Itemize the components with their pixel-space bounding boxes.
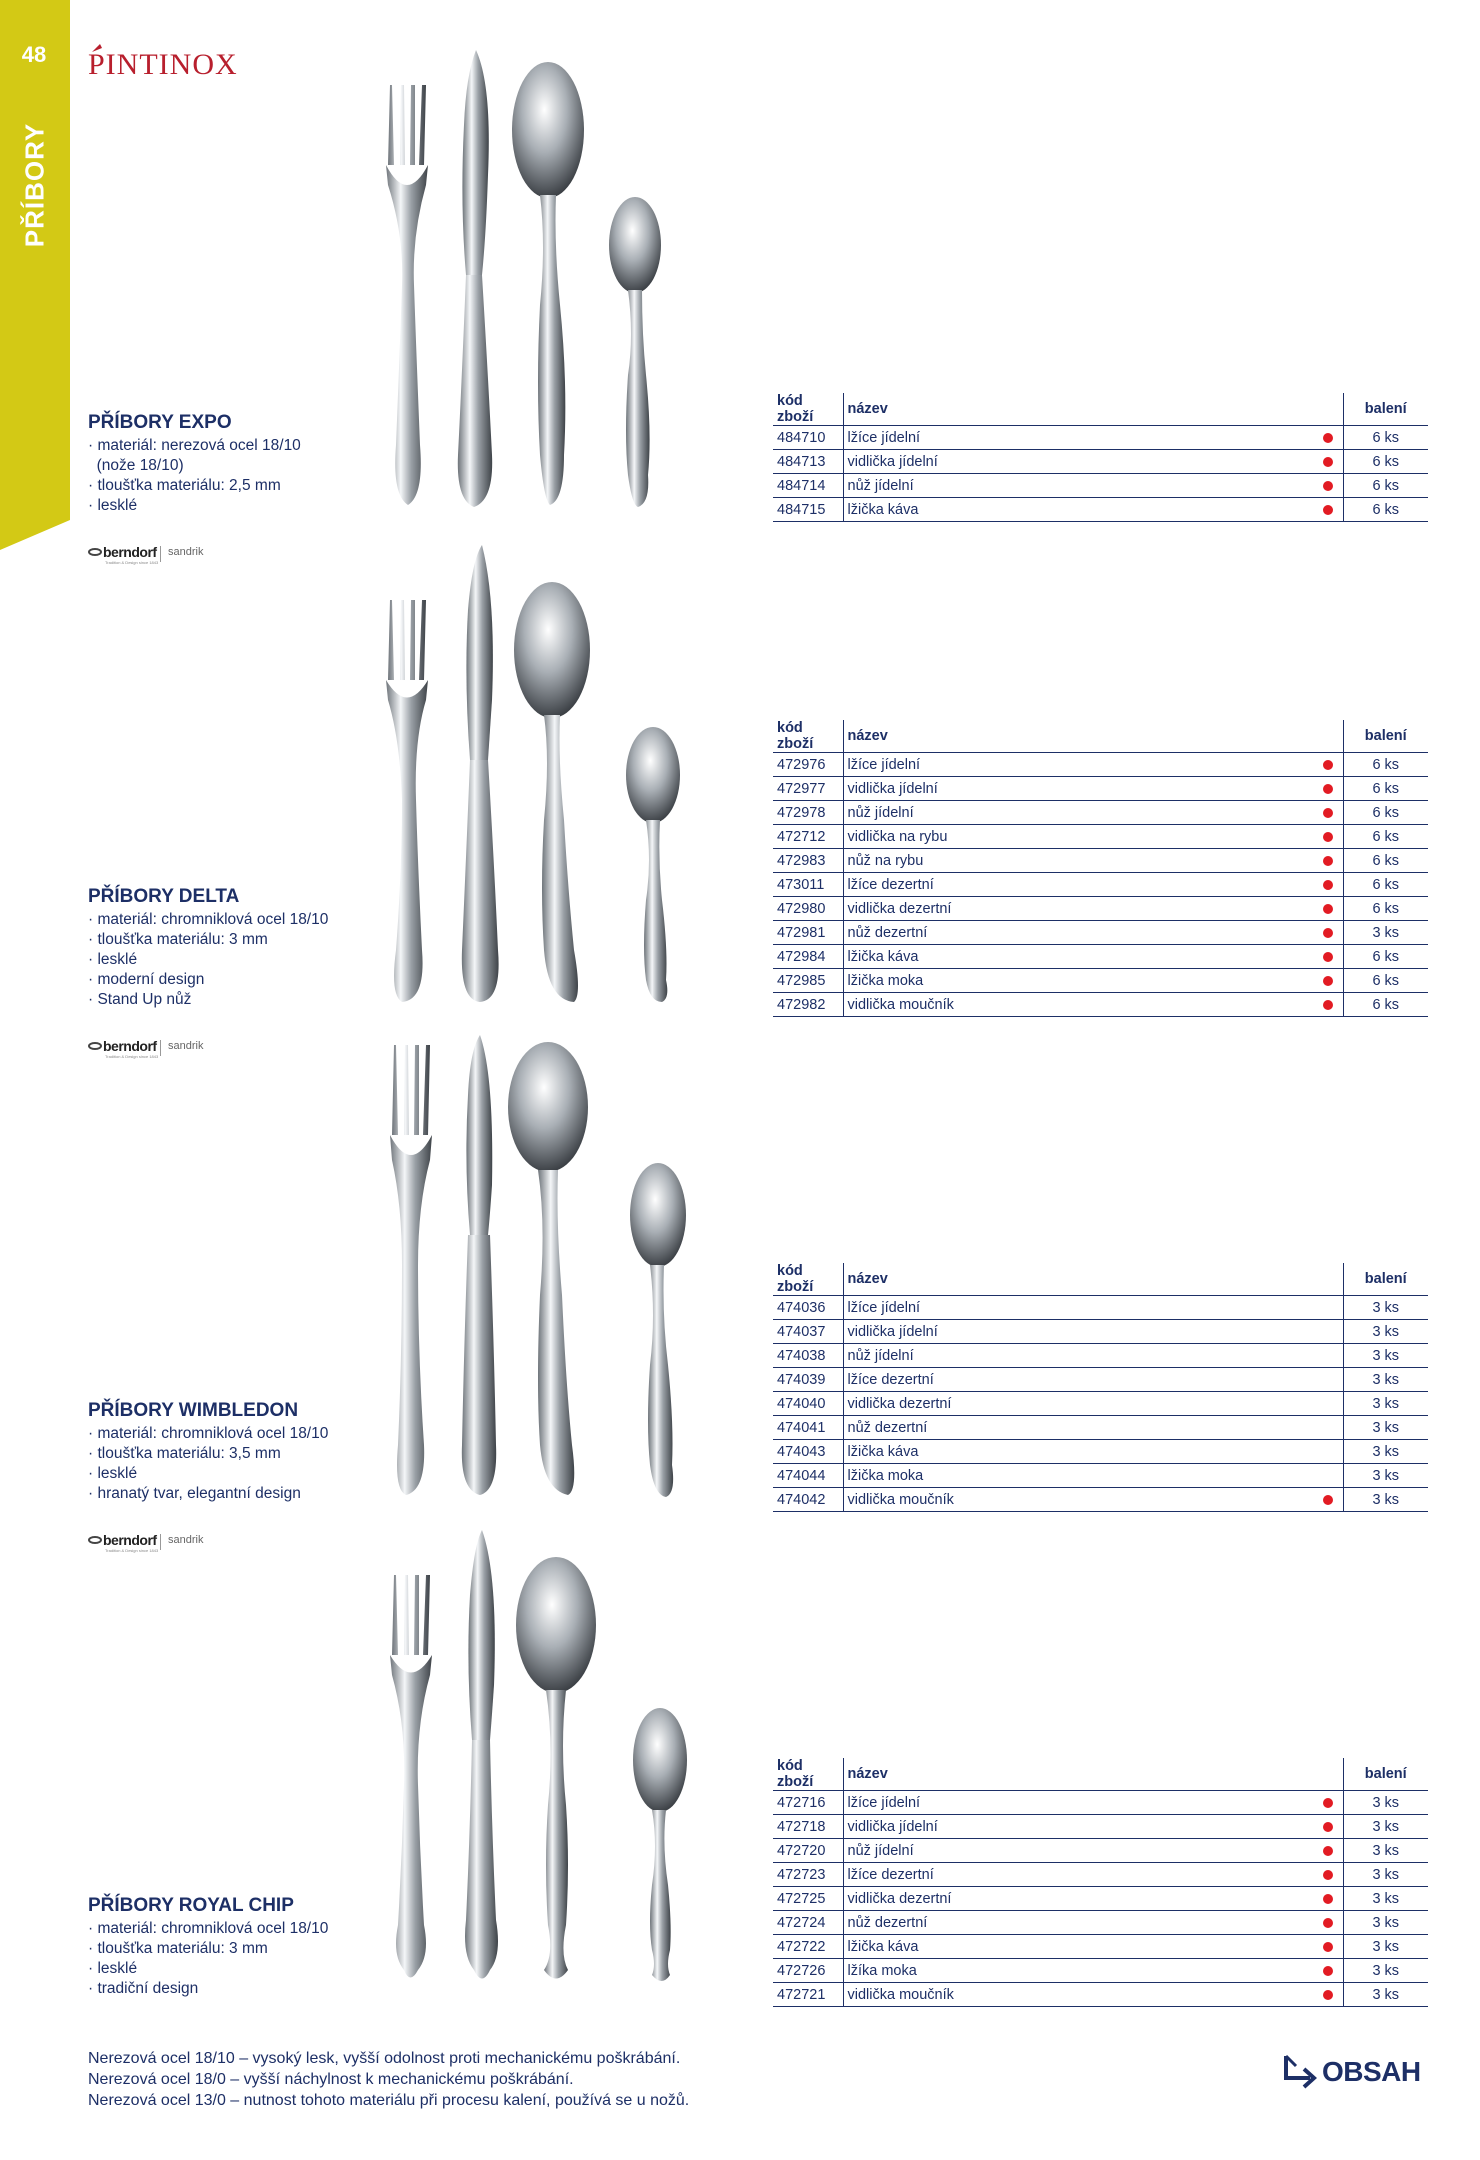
product-code: 472724 <box>773 1911 843 1935</box>
pack-size: 6 ks <box>1343 897 1428 921</box>
feature: · lesklé <box>88 497 138 514</box>
product-name: nůž dezertní <box>843 1911 1313 1935</box>
table-row <box>773 1296 1428 1320</box>
column-header: název <box>843 393 1313 426</box>
berndorf-sandrik-logo: berndorf sandrik Tradition & Design since 1843 <box>88 1532 218 1554</box>
product-table <box>773 720 1428 1017</box>
product-name: lžíce jídelní <box>843 1296 1313 1320</box>
table-row <box>773 450 1428 474</box>
product-name: lžíce jídelní <box>843 1791 1313 1815</box>
table-row <box>773 1791 1428 1815</box>
product-name: lžička moka <box>843 969 1313 993</box>
pack-size: 3 ks <box>1343 1935 1428 1959</box>
availability-cell <box>1313 1392 1343 1416</box>
availability-cell <box>1313 1887 1343 1911</box>
feature: · lesklé <box>88 1960 138 1977</box>
availability-cell <box>1313 1911 1343 1935</box>
pack-size: 6 ks <box>1343 969 1428 993</box>
pack-size: 6 ks <box>1343 825 1428 849</box>
red-dot-icon <box>1323 1990 1333 2000</box>
table-row <box>773 1959 1428 1983</box>
pack-size: 3 ks <box>1343 1863 1428 1887</box>
pack-size: 3 ks <box>1343 1392 1428 1416</box>
pack-size: 6 ks <box>1343 993 1428 1017</box>
availability-cell <box>1313 1320 1343 1344</box>
berndorf-sandrik-logo: berndorf sandrik Tradition & Design since 1843 <box>88 1038 218 1060</box>
section-title: PŘÍBORY <box>19 122 50 248</box>
product-name: nůž jídelní <box>843 474 1313 498</box>
red-dot-icon <box>1323 457 1333 467</box>
table-row <box>773 1416 1428 1440</box>
pack-size: 6 ks <box>1343 801 1428 825</box>
product-name: vidlička jídelní <box>843 1320 1313 1344</box>
pack-size: 6 ks <box>1343 777 1428 801</box>
red-dot-icon <box>1323 1894 1333 1904</box>
red-dot-icon <box>1323 976 1333 986</box>
column-header-empty <box>1313 393 1343 426</box>
product-name: vidlička jídelní <box>843 777 1313 801</box>
table-row <box>773 1935 1428 1959</box>
column-header: kód zboží <box>773 393 843 426</box>
table-row <box>773 1320 1428 1344</box>
red-dot-icon <box>1323 1495 1333 1505</box>
spoon-icon <box>512 62 584 505</box>
product-code: 472716 <box>773 1791 843 1815</box>
availability-cell <box>1313 1488 1343 1512</box>
spoon-icon <box>630 1163 686 1497</box>
availability-cell <box>1313 873 1343 897</box>
product-name: vidlička na rybu <box>843 825 1313 849</box>
feature: · tloušťka materiálu: 2,5 mm <box>88 477 281 494</box>
berndorf-sandrik-logo: berndorf sandrik Tradition & Design since 1843 <box>88 544 218 566</box>
table-row <box>773 1983 1428 2007</box>
product-name: nůž jídelní <box>843 1839 1313 1863</box>
feature: · tradiční design <box>88 1980 199 1997</box>
availability-cell <box>1313 777 1343 801</box>
product-code: 472981 <box>773 921 843 945</box>
table-row <box>773 801 1428 825</box>
note: Nerezová ocel 18/10 – vysoký lesk, vyšší odolnost proti mechanickému poškrábání. <box>88 2050 681 2067</box>
table-row <box>773 1440 1428 1464</box>
availability-cell <box>1313 450 1343 474</box>
product-name: nůž jídelní <box>843 1344 1313 1368</box>
product-name: lžíce dezertní <box>843 1863 1313 1887</box>
red-dot-icon <box>1323 832 1333 842</box>
availability-cell <box>1313 1344 1343 1368</box>
red-dot-icon <box>1323 433 1333 443</box>
product-name: lžíce dezertní <box>843 873 1313 897</box>
pack-size: 6 ks <box>1343 426 1428 450</box>
product-name: vidlička moučník <box>843 1488 1313 1512</box>
pack-size: 3 ks <box>1343 1416 1428 1440</box>
product-code: 472718 <box>773 1815 843 1839</box>
product-delta <box>88 886 448 1010</box>
table-row <box>773 498 1428 522</box>
product-code: 474036 <box>773 1296 843 1320</box>
product-name: vidlička moučník <box>843 993 1313 1017</box>
product-title: PŘÍBORY ROYAL CHIP <box>88 1895 294 1916</box>
product-code: 484710 <box>773 426 843 450</box>
pack-size: 3 ks <box>1343 1815 1428 1839</box>
red-dot-icon <box>1323 505 1333 515</box>
spoon-icon <box>609 197 661 507</box>
spoon-icon <box>633 1708 687 1981</box>
red-dot-icon <box>1323 928 1333 938</box>
feature: · tloušťka materiálu: 3 mm <box>88 931 268 948</box>
product-wimbledon <box>88 1400 448 1504</box>
product-table <box>773 1758 1428 2007</box>
table-row <box>773 921 1428 945</box>
pack-size: 3 ks <box>1343 921 1428 945</box>
product-title: PŘÍBORY EXPO <box>88 412 232 433</box>
product-name: lžíce dezertní <box>843 1368 1313 1392</box>
pack-size: 6 ks <box>1343 753 1428 777</box>
column-header: název <box>843 1263 1313 1296</box>
product-expo <box>88 412 448 516</box>
product-code: 472721 <box>773 1983 843 2007</box>
pack-size: 3 ks <box>1343 1464 1428 1488</box>
pack-size: 3 ks <box>1343 1368 1428 1392</box>
product-code: 472726 <box>773 1959 843 1983</box>
table-row <box>773 1488 1428 1512</box>
pack-size: 6 ks <box>1343 450 1428 474</box>
product-code: 484714 <box>773 474 843 498</box>
product-code: 472976 <box>773 753 843 777</box>
table-row <box>773 969 1428 993</box>
table-row <box>773 873 1428 897</box>
feature: · materiál: nerezová ocel 18/10 <box>88 437 301 454</box>
availability-cell <box>1313 1839 1343 1863</box>
note: Nerezová ocel 18/0 – vyšší náchylnost k mechanickému poškrábání. <box>88 2071 574 2088</box>
pack-size: 6 ks <box>1343 498 1428 522</box>
page-number: 48 <box>21 42 47 67</box>
product-code: 472980 <box>773 897 843 921</box>
pack-size: 6 ks <box>1343 474 1428 498</box>
column-header: název <box>843 1758 1313 1791</box>
table-row <box>773 1464 1428 1488</box>
product-name: vidlička moučník <box>843 1983 1313 2007</box>
red-dot-icon <box>1323 1870 1333 1880</box>
product-code: 472722 <box>773 1935 843 1959</box>
red-dot-icon <box>1323 1798 1333 1808</box>
pack-size: 3 ks <box>1343 1959 1428 1983</box>
knife-icon <box>462 545 499 1002</box>
availability-cell <box>1313 1791 1343 1815</box>
pack-size: 3 ks <box>1343 1983 1428 2007</box>
pack-size: 3 ks <box>1343 1488 1428 1512</box>
feature: · hranatý tvar, elegantní design <box>88 1485 301 1502</box>
spoon-icon <box>516 1557 596 1979</box>
product-table <box>773 1263 1428 1512</box>
product-name: lžička káva <box>843 945 1313 969</box>
availability-cell <box>1313 474 1343 498</box>
table-row <box>773 1815 1428 1839</box>
column-header-empty <box>1313 720 1343 753</box>
feature: · materiál: chromniklová ocel 18/10 <box>88 911 329 928</box>
feature: · lesklé <box>88 1465 138 1482</box>
product-code: 474041 <box>773 1416 843 1440</box>
red-dot-icon <box>1323 1000 1333 1010</box>
table-row <box>773 849 1428 873</box>
table-row <box>773 1344 1428 1368</box>
product-code: 474037 <box>773 1320 843 1344</box>
pintinox-logo: PINTINOX <box>88 42 218 82</box>
availability-cell <box>1313 1464 1343 1488</box>
availability-cell <box>1313 1296 1343 1320</box>
product-name: vidlička jídelní <box>843 1815 1313 1839</box>
pack-size: 6 ks <box>1343 945 1428 969</box>
product-code: 474039 <box>773 1368 843 1392</box>
obsah-link[interactable] <box>1280 2052 1421 2092</box>
product-code: 484713 <box>773 450 843 474</box>
product-code: 474043 <box>773 1440 843 1464</box>
table-row <box>773 474 1428 498</box>
red-dot-icon <box>1323 1846 1333 1856</box>
feature: · tloušťka materiálu: 3,5 mm <box>88 1445 281 1462</box>
availability-cell <box>1313 1416 1343 1440</box>
pack-size: 6 ks <box>1343 849 1428 873</box>
pack-size: 3 ks <box>1343 1791 1428 1815</box>
red-dot-icon <box>1323 1966 1333 1976</box>
product-name: vidlička dezertní <box>843 1392 1313 1416</box>
column-header-empty <box>1313 1263 1343 1296</box>
availability-cell <box>1313 825 1343 849</box>
availability-cell <box>1313 1959 1343 1983</box>
product-name: lžíka moka <box>843 1959 1313 1983</box>
product-code: 472984 <box>773 945 843 969</box>
availability-cell <box>1313 426 1343 450</box>
knife-icon <box>465 1530 498 1979</box>
feature: (nože 18/10) <box>88 457 184 474</box>
availability-cell <box>1313 498 1343 522</box>
product-table <box>773 393 1428 522</box>
product-name: vidlička jídelní <box>843 450 1313 474</box>
column-header: balení <box>1343 1758 1428 1791</box>
column-header: kód zboží <box>773 1263 843 1296</box>
availability-cell <box>1313 849 1343 873</box>
table-row <box>773 1863 1428 1887</box>
product-name: vidlička dezertní <box>843 1887 1313 1911</box>
availability-cell <box>1313 1815 1343 1839</box>
product-code: 474038 <box>773 1344 843 1368</box>
availability-cell <box>1313 969 1343 993</box>
feature: · Stand Up nůž <box>88 991 192 1008</box>
product-code: 472725 <box>773 1887 843 1911</box>
table-row <box>773 993 1428 1017</box>
product-name: lžička káva <box>843 498 1313 522</box>
feature: · moderní design <box>88 971 205 988</box>
column-header: balení <box>1343 1263 1428 1296</box>
table-row <box>773 1392 1428 1416</box>
red-dot-icon <box>1323 880 1333 890</box>
availability-cell <box>1313 753 1343 777</box>
column-header: balení <box>1343 720 1428 753</box>
note: Nerezová ocel 13/0 – nutnost tohoto materiálu při procesu kalení, používá se u nožů. <box>88 2092 690 2109</box>
column-header: balení <box>1343 393 1428 426</box>
red-dot-icon <box>1323 952 1333 962</box>
table-row <box>773 1368 1428 1392</box>
availability-cell <box>1313 897 1343 921</box>
product-code: 474040 <box>773 1392 843 1416</box>
obsah-label: OBSAH <box>1322 2056 1421 2087</box>
availability-cell <box>1313 1935 1343 1959</box>
product-title: PŘÍBORY DELTA <box>88 886 240 907</box>
product-code: 474044 <box>773 1464 843 1488</box>
product-royal-chip <box>88 1895 448 1999</box>
red-dot-icon <box>1323 808 1333 818</box>
product-code: 472723 <box>773 1863 843 1887</box>
red-dot-icon <box>1323 1918 1333 1928</box>
product-name: lžíce jídelní <box>843 753 1313 777</box>
availability-cell <box>1313 945 1343 969</box>
red-dot-icon <box>1323 760 1333 770</box>
red-dot-icon <box>1323 904 1333 914</box>
knife-icon <box>462 1035 496 1495</box>
product-name: lžička káva <box>843 1935 1313 1959</box>
product-title: PŘÍBORY WIMBLEDON <box>88 1400 299 1421</box>
table-row <box>773 753 1428 777</box>
product-code: 472977 <box>773 777 843 801</box>
red-dot-icon <box>1323 1822 1333 1832</box>
material-notes <box>88 2048 689 2111</box>
product-code: 472712 <box>773 825 843 849</box>
table-row <box>773 945 1428 969</box>
product-code: 474042 <box>773 1488 843 1512</box>
feature: · materiál: chromniklová ocel 18/10 <box>88 1920 329 1937</box>
arrow-return-icon <box>1280 2052 1320 2092</box>
spoon-icon <box>626 727 680 1002</box>
pack-size: 3 ks <box>1343 1440 1428 1464</box>
pack-size: 3 ks <box>1343 1320 1428 1344</box>
availability-cell <box>1313 1440 1343 1464</box>
product-code: 484715 <box>773 498 843 522</box>
product-code: 472985 <box>773 969 843 993</box>
availability-cell <box>1313 1983 1343 2007</box>
red-dot-icon <box>1323 784 1333 794</box>
product-name: lžička moka <box>843 1464 1313 1488</box>
table-row <box>773 825 1428 849</box>
pack-size: 3 ks <box>1343 1344 1428 1368</box>
availability-cell <box>1313 1863 1343 1887</box>
product-name: lžíce jídelní <box>843 426 1313 450</box>
product-code: 472978 <box>773 801 843 825</box>
table-row <box>773 777 1428 801</box>
pack-size: 3 ks <box>1343 1887 1428 1911</box>
product-code: 472983 <box>773 849 843 873</box>
pack-size: 3 ks <box>1343 1839 1428 1863</box>
availability-cell <box>1313 801 1343 825</box>
column-header: kód zboží <box>773 720 843 753</box>
red-dot-icon <box>1323 856 1333 866</box>
feature: · materiál: chromniklová ocel 18/10 <box>88 1425 329 1442</box>
table-row <box>773 897 1428 921</box>
column-header: kód zboží <box>773 1758 843 1791</box>
spoon-icon <box>508 1042 588 1495</box>
spoon-icon <box>514 582 590 1002</box>
column-header-empty <box>1313 1758 1343 1791</box>
product-name: lžička káva <box>843 1440 1313 1464</box>
column-header: název <box>843 720 1313 753</box>
pack-size: 6 ks <box>1343 873 1428 897</box>
product-name: nůž dezertní <box>843 1416 1313 1440</box>
product-code: 473011 <box>773 873 843 897</box>
product-code: 472720 <box>773 1839 843 1863</box>
table-row <box>773 1911 1428 1935</box>
feature: · tloušťka materiálu: 3 mm <box>88 1940 268 1957</box>
section-sidebar <box>0 0 70 550</box>
red-dot-icon <box>1323 1942 1333 1952</box>
knife-icon <box>458 50 492 507</box>
pack-size: 3 ks <box>1343 1911 1428 1935</box>
product-name: nůž dezertní <box>843 921 1313 945</box>
availability-cell <box>1313 921 1343 945</box>
availability-cell <box>1313 993 1343 1017</box>
red-dot-icon <box>1323 481 1333 491</box>
product-name: vidlička dezertní <box>843 897 1313 921</box>
pack-size: 3 ks <box>1343 1296 1428 1320</box>
table-row <box>773 1839 1428 1863</box>
table-row <box>773 1887 1428 1911</box>
table-row <box>773 426 1428 450</box>
product-code: 472982 <box>773 993 843 1017</box>
feature: · lesklé <box>88 951 138 968</box>
product-name: nůž na rybu <box>843 849 1313 873</box>
availability-cell <box>1313 1368 1343 1392</box>
product-name: nůž jídelní <box>843 801 1313 825</box>
